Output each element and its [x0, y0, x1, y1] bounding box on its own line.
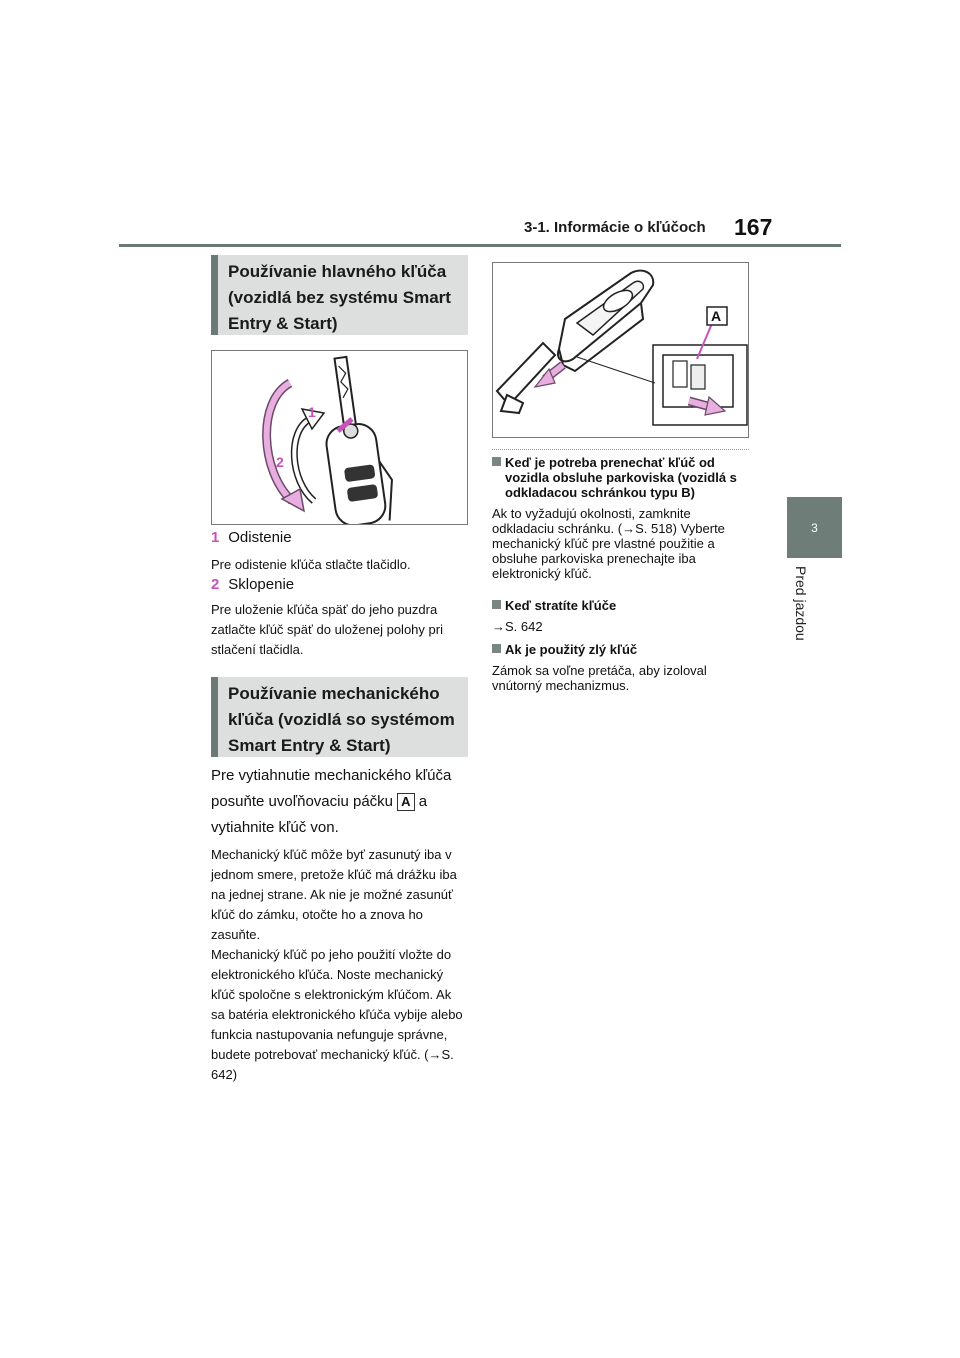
figure-label-a: A	[711, 308, 722, 324]
mechanical-key-illustration	[493, 263, 748, 437]
mechanical-key-intro: Pre vytiahnutie mechanického kľúča posuňte uvoľňovaciu páčku A a vytiahnite kľúč von.	[211, 767, 452, 836]
section-heading-main-key: Používanie hlavného kľúča (vozidlá bez systému Smart Entry & Start)	[211, 255, 468, 335]
step-description: Pre uloženie kľúča späť do jeho puzdra zatlačte kľúč späť do uloženej polohy pri stlačení tlačidla.	[211, 602, 443, 657]
chapter-number: 3	[811, 520, 818, 535]
bullet-square-icon	[492, 644, 501, 653]
bullet-square-icon	[492, 600, 501, 609]
label-a-badge: A	[397, 793, 414, 811]
note-valet: Keď je potreba prenechať kľúč od vozidla obsluhe parkoviska (vozidlá s odkladacou schránkou typu B) Ak to vyžadujú okolnosti, zamknite odkladaciu schránku. (→S. 518) Vyberte mechanický kľúč pre vlastné použitie a obsluhe parkoviska prenechajte iba elektronický kľúč.	[492, 455, 737, 581]
step-number: 2	[211, 576, 220, 593]
figure-label-2: 2	[276, 454, 284, 470]
chapter-tab[interactable]	[787, 497, 842, 558]
chapter-side-label: Pred jazdou	[793, 566, 809, 641]
paragraph-store-key: Mechanický kľúč po jeho použití vložte do elektronického kľúča. Noste mechanický kľúč spoločne s elektronickým kľúčom. Ak sa batéria elektronického kľúča vybije alebo funkcia nastupovania nefunguje správne, budete potrebovať mechanický kľúč. (→S. 642)	[211, 947, 463, 1082]
section-heading-mechanical-key: Používanie mechanického kľúča (vozidlá so systémom Smart Entry & Start)	[211, 677, 468, 757]
figure-key-fold	[211, 350, 468, 525]
page-number: 167	[734, 214, 773, 240]
step-1	[211, 529, 468, 575]
figure-label-1: 1	[308, 404, 316, 420]
header-section-title: 3-1. Informácie o kľúčoch	[524, 219, 706, 236]
step-title: Sklopenie	[228, 576, 295, 593]
key-fob-icon	[315, 353, 398, 524]
note-wrong-key: Ak je použitý zlý kľúč Zámok sa voľne pretáča, aby izoloval vnútorný mechanizmus.	[492, 642, 707, 693]
step-number: 1	[211, 529, 220, 546]
key-fold-illustration	[212, 351, 467, 524]
paragraph-insert-direction: Mechanický kľúč môže byť zasunutý iba v jednom smere, pretože kľúč má drážku iba na jednej strane. Ak nie je možné zasunúť kľúč do zámku, otočte ho a znova ho zasuňte.	[211, 847, 457, 942]
smart-key-fob-icon	[558, 271, 653, 371]
figure-mechanical-key	[492, 262, 749, 438]
step-2	[211, 576, 468, 660]
header-divider	[119, 244, 841, 247]
step-description: Pre odistenie kľúča stlačte tlačidlo.	[211, 557, 411, 572]
step-title: Odistenie	[228, 529, 292, 546]
note-lost-keys: Keď stratíte kľúče →S. 642	[492, 598, 617, 634]
bullet-square-icon	[492, 457, 501, 466]
notes-divider	[492, 449, 749, 450]
